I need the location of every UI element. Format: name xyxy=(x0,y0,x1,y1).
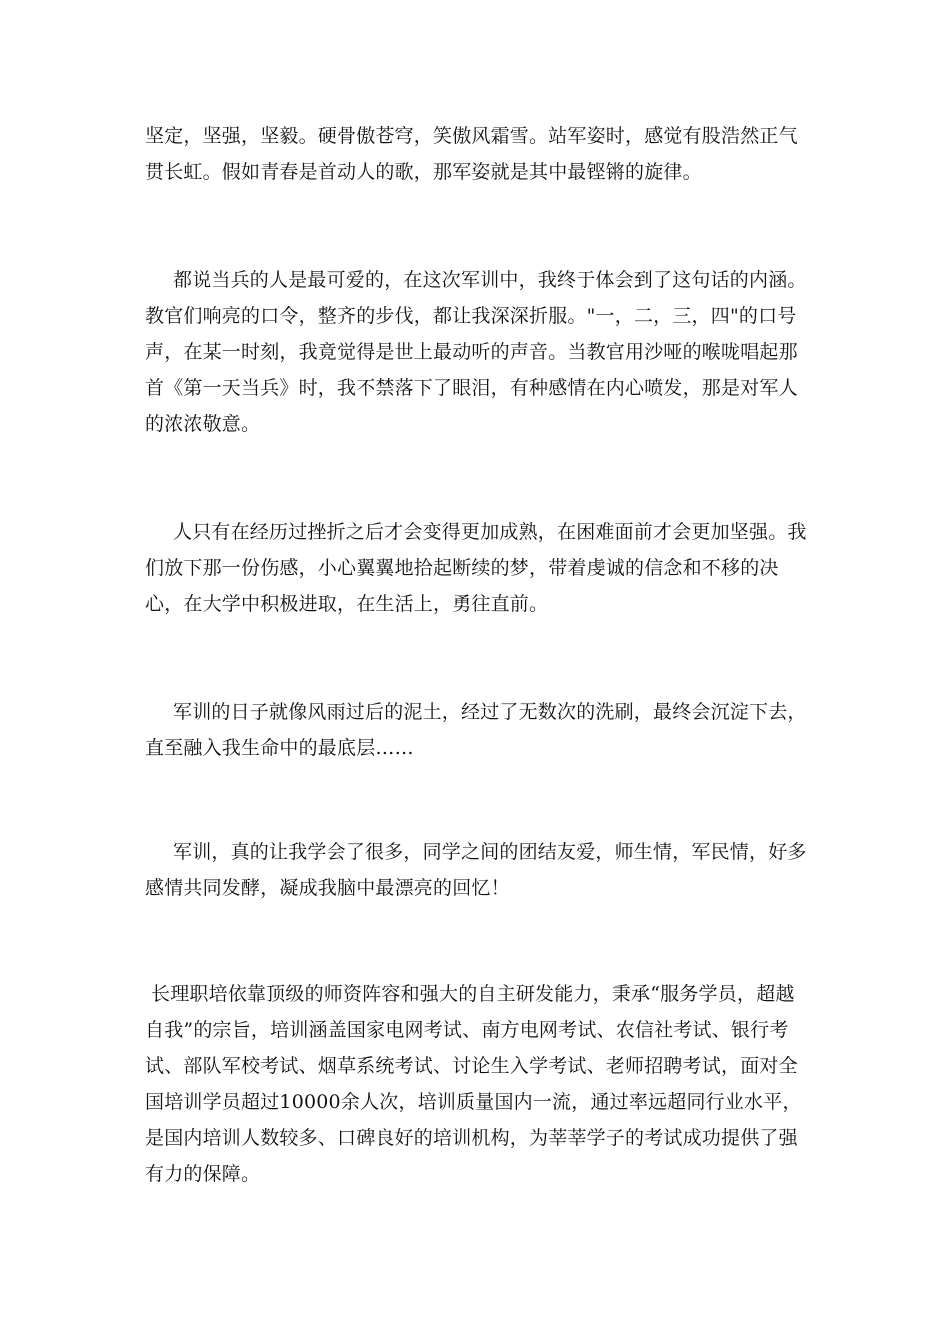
paragraph-training-days: 军训的日子就像风雨过后的泥土，经过了无数次的洗刷，最终会沉淀下去，直至融入我生命中的最底层…… xyxy=(145,701,807,759)
paragraph-military-posture: 坚定，坚强，坚毅。硬骨傲苍穹，笑傲风霜雪。站军姿时，感觉有股浩然正气贯长虹。假如青春是首动人的歌，那军姿就是其中最铿锵的旋律。 xyxy=(145,125,798,183)
paragraph-instructors: 都说当兵的人是最可爱的，在这次军训中，我终于体会到了这句话的内涵。教官们响亮的口令，整齐的步伐，都让我深深折服。"一，二，三，四"的口号声，在某一时刻，我竟觉得是世上最动听的声音。当教官用沙哑的喉咙唱起那首《第一天当兵》时，我不禁落下了眼泪，有种感情在内心喷发，那是对军人的浓浓敬意。 xyxy=(145,269,807,435)
paragraph-memories: 军训，真的让我学会了很多，同学之间的团结友爱，师生情，军民情，好多感情共同发酵，凝成我脑中最漂亮的回忆！ xyxy=(145,841,807,899)
paragraph-training-institution: 长理职培依靠顶级的师资阵容和强大的自主研发能力，秉承“服务学员，超越自我”的宗旨，培训涵盖国家电网考试、南方电网考试、农信社考试、银行考试、部队军校考试、烟草系统考试、讨论生入学考试、老师招聘考试，面对全国培训学员超过10000余人次，培训质量国内一流，通过率远超同行业水平，是国内培训人数较多、口碑良好的培训机构，为莘莘学子的考试成功提供了强有力的保障。 xyxy=(145,983,802,1185)
paragraph-setbacks: 人只有在经历过挫折之后才会变得更加成熟，在困难面前才会更加坚强。我们放下那一份伤感，小心翼翼地拾起断续的梦，带着虔诚的信念和不移的决心，在大学中积极进取，在生活上，勇往直前。 xyxy=(145,521,807,615)
